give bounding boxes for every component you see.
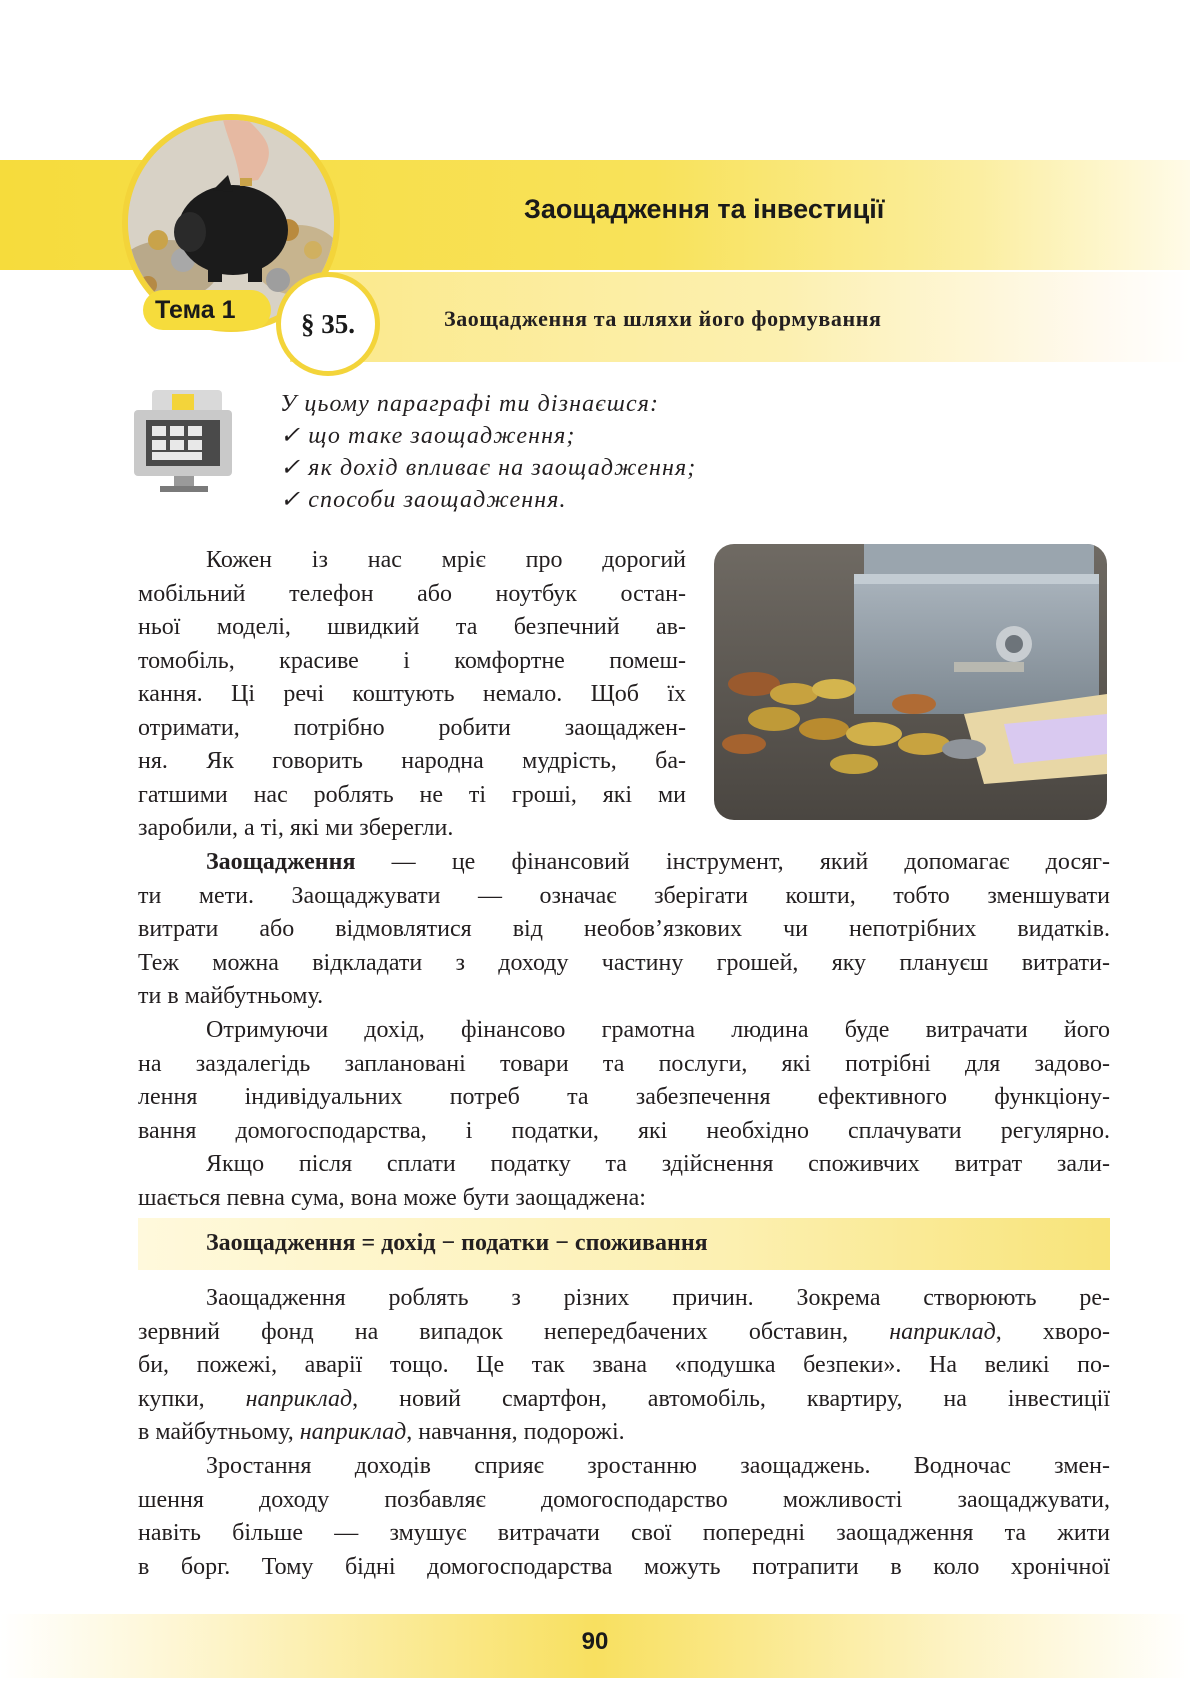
term-savings: Заощадження <box>206 849 356 875</box>
topic-label: Тема 1 <box>143 290 271 330</box>
text-line: гатшими нас роблять не ті гроші, які ми <box>138 781 686 808</box>
income-paragraph <box>138 1014 1110 1148</box>
text-line: Якщо після сплати податку та здійснення споживчих витрат зали- <box>206 1151 1110 1177</box>
text-line: витрати або відмовлятися від необов’язкових чи непотрібних видатків. <box>138 916 1110 942</box>
cash-box-photo <box>714 544 1107 820</box>
text-line: лення індивідуальних потреб та забезпечення ефективного функціону- <box>138 1084 1110 1110</box>
computer-screen-icon <box>132 388 244 498</box>
text-line: отримати, потрібно робити заощаджен- <box>138 714 686 741</box>
text-line: шається певна сума, вона може бути заощаджена: <box>138 1184 646 1211</box>
savings-formula: Заощадження = дохід − податки − споживання <box>206 1230 708 1256</box>
text-line: ти мети. Заощаджувати — означає зберігати кошти, тобто зменшувати <box>138 882 1110 909</box>
income-growth-paragraph <box>138 1450 1110 1584</box>
text-line: томобіль, красиве і комфортне помеш- <box>138 647 686 674</box>
text-line: заробили, а ті, які ми зберегли. <box>138 815 454 841</box>
text-line: навіть більше — змушує витрачати свої попередні заощадження та жити <box>138 1520 1110 1546</box>
learning-goals <box>280 388 696 516</box>
paragraph-number: § 35. <box>276 272 380 376</box>
learning-goal-item: ✓ що таке заощадження; <box>280 423 576 449</box>
learning-goals-heading: У цьому параграфі ти дізнаєшся: <box>280 391 660 417</box>
reasons-paragraph <box>138 1282 1110 1450</box>
text-line: ньої моделі, швидкий та безпечний ав- <box>138 614 686 640</box>
text-line: Заощадження — це фінансовий інструмент, який допомагає досяг- <box>206 849 1110 875</box>
text-line: шення доходу позбавляє домогосподарство можливості заощаджувати, <box>138 1486 1110 1513</box>
text-line: Кожен із нас мріє про дорогий <box>206 547 686 573</box>
text-line: ти в майбутньому. <box>138 983 324 1009</box>
text-line: в майбутньому, наприклад, навчання, подорожі. <box>138 1419 625 1445</box>
text-line: Заощадження роблять з різних причин. Зокрема створюють ре- <box>206 1285 1110 1311</box>
text-line: на заздалегідь заплановані товари та послуги, які потрібні для задово- <box>138 1050 1110 1077</box>
cash-box-image <box>714 544 1107 820</box>
text-line: купки, наприклад, новий смартфон, автомобіль, квартиру, на інвестиції <box>138 1385 1111 1412</box>
page-number: 90 <box>581 1628 609 1655</box>
text-line: в борг. Тому бідні домогосподарства можуть потрапити в коло хронічної <box>138 1553 1110 1580</box>
text-line: Зростання доходів сприяє зростанню заощаджень. Водночас змен- <box>206 1453 1110 1479</box>
intro-paragraph <box>138 544 686 846</box>
definition-paragraph <box>138 846 1110 1014</box>
text-line: вання домогосподарства, і податки, які необхідно сплачувати регулярно. <box>138 1117 1110 1144</box>
remainder-paragraph <box>138 1148 1110 1215</box>
text-line: би, пожежі, аварії тощо. Це так звана «подушка безпеки». На великі по- <box>138 1352 1110 1378</box>
text-line: ня. Як говорить народна мудрість, ба- <box>138 748 686 774</box>
text-line: мобільний телефон або ноутбук остан- <box>138 580 686 607</box>
text-line: Теж можна відкладати з доходу частину грошей, яку плануєш витрати- <box>138 949 1110 976</box>
text-line: Отримуючи дохід, фінансово грамотна людина буде витрачати його <box>206 1017 1110 1043</box>
text-line: кання. Ці речі коштують немало. Щоб їх <box>138 681 686 707</box>
learning-goal-item: ✓ як дохід впливає на заощадження; <box>280 455 697 481</box>
learning-goal-item: ✓ способи заощадження. <box>280 487 567 513</box>
chapter-title: Заощадження та інвестиції <box>524 194 885 224</box>
text-line: зервний фонд на випадок непередбачених обставин, наприклад, хворо- <box>138 1318 1110 1345</box>
section-title: Заощадження та шляхи його формування <box>444 306 882 331</box>
